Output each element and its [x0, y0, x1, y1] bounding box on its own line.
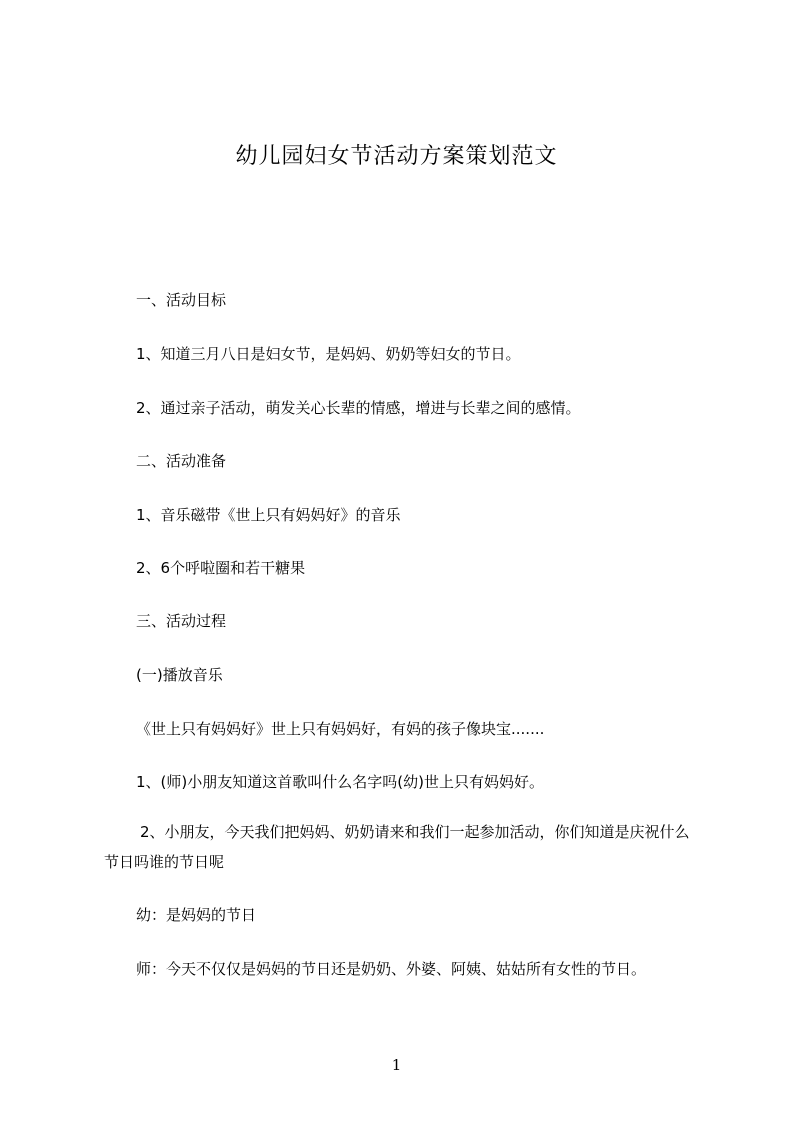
- section-heading-goals: 一、活动目标: [136, 291, 227, 309]
- preparation-item-2: 2、6个呼啦圈和若干糖果: [136, 559, 306, 577]
- document-title: 幼儿园妇女节活动方案策划范文: [235, 144, 558, 169]
- preparation-item-1: 1、音乐磁带《世上只有妈妈好》的音乐: [136, 506, 401, 524]
- process-subheading-music: (一)播放音乐: [136, 666, 223, 684]
- dialogue-item-2: 2、小朋友，今天我们把妈妈、奶奶请来和我们一起参加活动，你们知道是庆祝什么节日吗谁的节日呢: [104, 823, 690, 871]
- song-lyrics-line: 《世上只有妈妈好》世上只有妈妈好，有妈的孩子像块宝.......: [136, 720, 545, 738]
- child-answer-line: 幼：是妈妈的节日: [136, 906, 257, 924]
- goal-item-1: 1、知道三月八日是妇女节，是妈妈、奶奶等妇女的节日。: [136, 345, 521, 363]
- section-heading-process: 三、活动过程: [136, 612, 227, 630]
- page-number: 1: [391, 1056, 402, 1074]
- section-heading-preparation: 二、活动准备: [136, 452, 227, 470]
- goal-item-2: 2、通过亲子活动，萌发关心长辈的情感，增进与长辈之间的感情。: [136, 399, 581, 417]
- dialogue-item-1: 1、(师)小朋友知道这首歌叫什么名字吗(幼)世上只有妈妈好。: [136, 773, 544, 791]
- teacher-line: 师：今天不仅仅是妈妈的节日还是奶奶、外婆、阿姨、姑姑所有女性的节日。: [136, 960, 647, 978]
